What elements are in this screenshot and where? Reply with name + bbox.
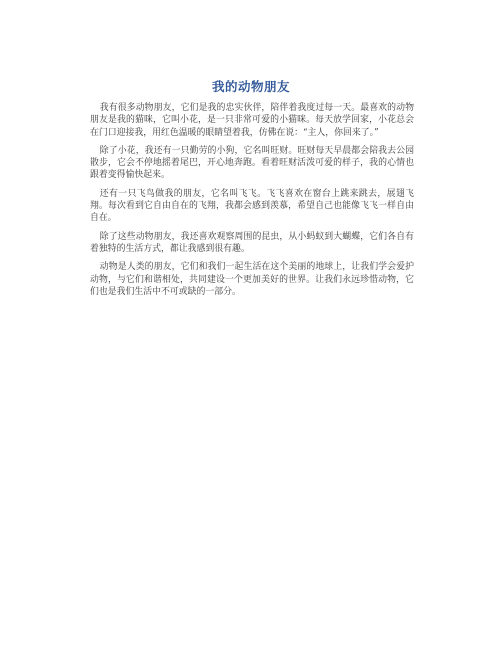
paragraph-2: 除了小花，我还有一只勤劳的小狗，它名叫旺财。旺财每天早晨都会陪我去公园散步，它会不停地摇着尾巴，开心地奔跑。看着旺财活泼可爱的样子，我的心情也跟着变得愉快起来。 [90, 145, 414, 181]
paragraph-4: 除了这些动物朋友，我还喜欢观察周围的昆虫，从小蚂蚁到大蝴蝶，它们各自有着独特的生活方式，都让我感到很有趣。 [90, 231, 414, 254]
paragraph-1: 我有很多动物朋友，它们是我的忠实伙伴，陪伴着我度过每一天。最喜欢的动物朋友是我的猫咪，它叫小花，是一只非常可爱的小猫咪。每天放学回家，小花总会在门口迎接我，用红色温暖的眼睛望着我，仿佛在说：“主人，你回来了。” [90, 103, 414, 138]
paragraph-5: 动物是人类的朋友，它们和我们一起生活在这个美丽的地球上，让我们学会爱护动物，与它们和谐相处，共同建设一个更加美好的世界。让我们永远珍惜动物，它们也是我们生活中不可或缺的一部分。 [90, 262, 414, 297]
document-body [90, 102, 414, 304]
paragraph-3: 还有一只飞鸟做我的朋友，它名叫飞飞。飞飞喜欢在窗台上跳来跳去，展翅飞翔。每次看到它自由自在的飞翔，我都会感到羡慕，希望自己也能像飞飞一样自由自在。 [90, 188, 414, 224]
document-title: 我的动物朋友 [211, 79, 290, 94]
